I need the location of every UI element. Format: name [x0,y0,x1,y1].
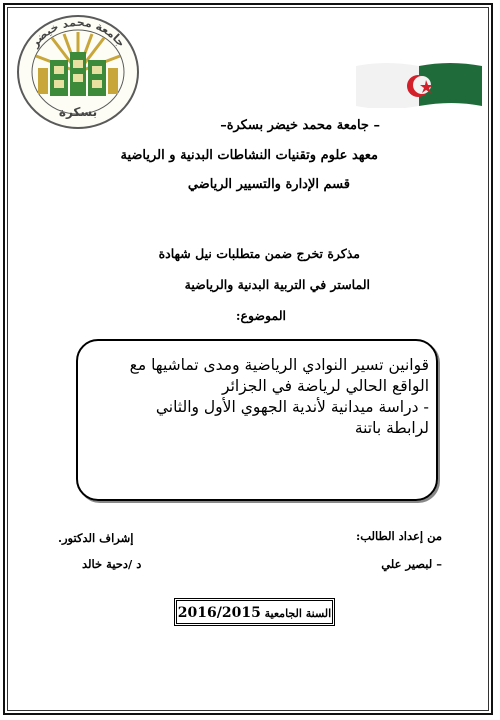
institute-name: معهد علوم وتقنيات النشاطات البدنية و الرياضية [120,148,378,163]
department-name: قسم الإدارة والتسيير الرياضي [187,177,350,192]
memo-line-2: الماستر في التربية البدنية والرياضية [184,277,370,292]
topic-text [84,355,429,439]
algeria-flag [356,60,482,108]
academic-year-label: السنة الجامعية [260,607,332,620]
memo-line-1: مذكرة تخرج ضمن متطلبات نيل شهادة [158,246,360,261]
university-name: – جامعة محمد خيضر بسكرة– [220,118,380,133]
supervisor-name: د /دحية خالد [82,557,142,571]
academic-year [176,600,333,624]
topic-line-3: - دراسة ميدانية لأندية الجهوي الأول والثاني [155,398,429,416]
logo-arc-text: جامعة محمد خيضر [28,15,128,50]
topic-line-2: الواقع الحالي لرياضة في الجزائر [222,377,429,395]
supervisor-label: إشراف الدكتور. [58,531,134,545]
university-logo [14,12,142,130]
topic-line-1: قوانين تسير النوادي الرياضية ومدى تماشيها مع [129,356,429,374]
student-label: من إعداد الطالب: [355,529,442,543]
topic-line-4: لرابطة باتنة [354,419,429,437]
logo-bottom-text: بسكرة [58,105,98,119]
subject-label: الموضوع: [235,308,286,323]
academic-year-value: 2016/2015 [177,605,261,621]
student-name: – لبصير علي [381,557,442,571]
